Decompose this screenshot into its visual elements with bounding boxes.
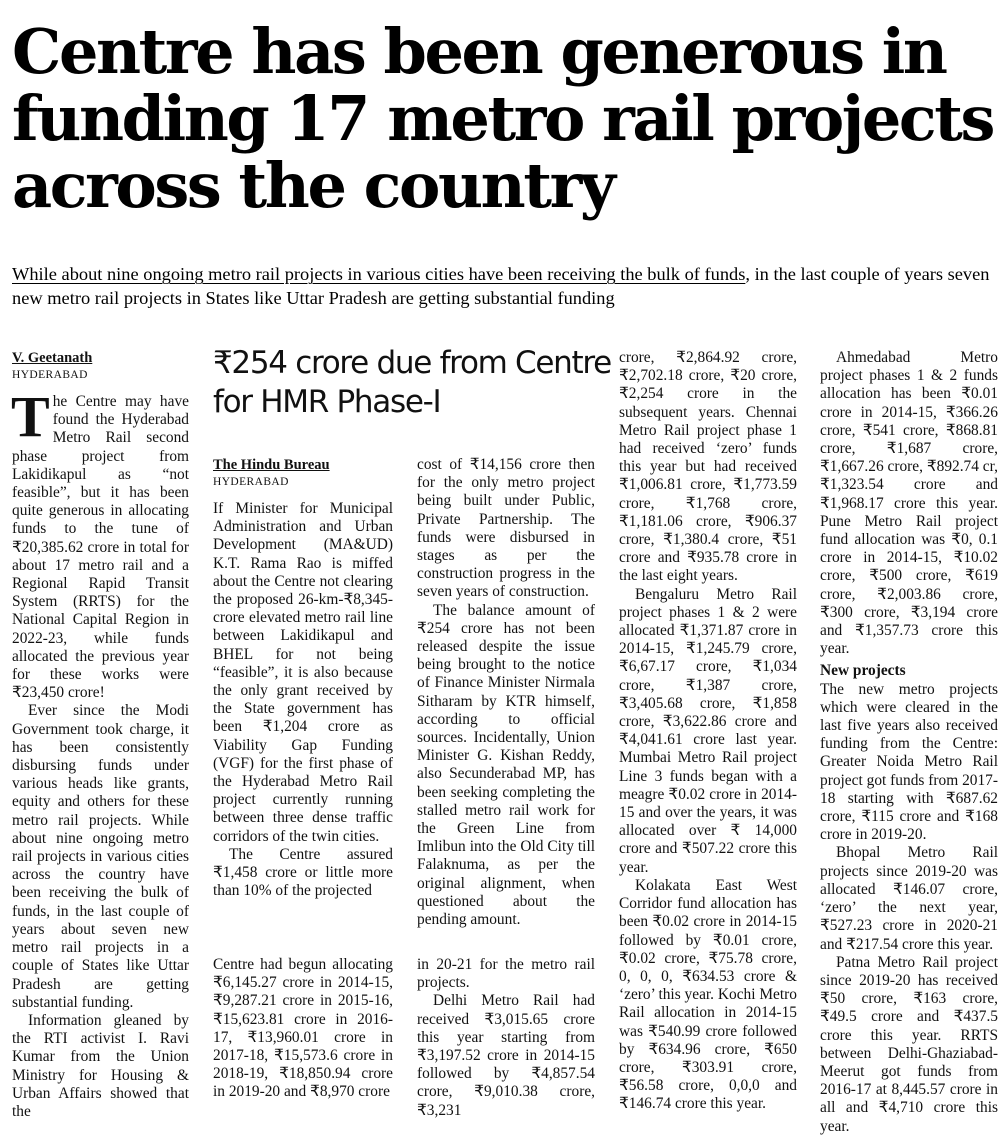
paragraph: in 20-21 for the metro rail projects. [417,956,595,992]
paragraph: If Minister for Municipal Administration and Urban Development (MA&UD) K.T. Rama Rao is miffed about the Centre not clearing the proposed 26-km-₹8,345-crore elevated metro rail line between Lakidikapul and BHEL for not being “feasible”, it is also because the only grant received by the State government has been ₹1,204 crore as Viability Gap Funding (VGF) for the first phase of the Hyderabad Metro Rail project currently running between three dense traffic corridors of the twin cities. [213,500,393,845]
paragraph: Bengaluru Metro Rail project phases 1 & 2 were allocated ₹1,371.87 crore in 2014-15, ₹1,245.79 crore, ₹6,67.17 crore, ₹1,034 crore, ₹1,387 crore, ₹3,405.68 crore, ₹1,858 crore, ₹3,622.86 crore and ₹4,041.61 crore last year. Mumbai Metro Rail project Line 3 funds began with a meagre ₹0.02 crore in 2014-15 and over the years, it was allocated over ₹ 14,000 crore and ₹507.22 crore this year. [619,585,797,876]
column-3-lower [417,956,595,1120]
column-5 [820,349,998,1136]
paragraph [11,384,189,702]
paragraph: The Centre assured ₹1,458 crore or little more than 10% of the projected [213,845,393,900]
deck [12,262,1002,310]
paragraph: Bhopal Metro Rail projects since 2019-20 was allocated ₹146.07 crore, ‘zero’ the next year, ₹527.23 crore in 2020-21 and ₹217.54 crore this year. [820,844,998,953]
deck-underlined: While about nine ongoing metro rail projects in various cities have been receiving the bulk of funds [12,264,746,284]
drop-cap: T [11,384,50,449]
deck-rest: , in the last couple of years seven new metro rail projects in States like Uttar Pradesh are getting substantial funding [12,264,990,308]
column-1 [12,349,189,1121]
paragraph: cost of ₹14,156 crore then for the only metro project being built under Public, Private Partnership. The funds were disbursed in stages as per the construction progress in the seven years of construction. [417,456,595,601]
paragraph: Kolakata East West Corridor fund allocation has been ₹0.02 crore in 2014-15 followed by ₹0.01 crore, ₹0.02 crore, ₹75.78 crore, 0, 0, 0, ₹634.53 crore & ‘zero’ this year. Kochi Metro Rail allocation in 2014-15 was ₹540.99 crore followed by ₹634.96 crore, ₹650 crore, ₹303.91 crore, ₹56.58 crore, 0,0,0 and ₹146.74 crore this year. [619,876,797,1113]
paragraph: Ever since the Modi Government took charge, it has been consistently disbursing funds under various heads like grants, equity and others for these metro rail projects. While about nine ongoing metro rail projects in various cities across the country have been receiving the bulk of funds, in the last couple of years about seven new metro rail projects in a couple of States like Uttar Pradesh are getting substantial funding. [12,702,189,1011]
dateline: HYDERABAD [12,369,88,381]
column-4 [619,349,797,1114]
paragraph: Information gleaned by the RTI activist I. Ravi Kumar from the Union Ministry for Housing & Urban Affairs showed that the [12,1011,189,1120]
story2-headline: ₹254 crore due from Centre for HMR Phase-I [213,345,611,420]
column-2 [213,456,393,900]
subheading: New projects [820,662,906,680]
headline: Centre has been generous in funding 17 metro rail projects across the country [12,15,993,222]
paragraph: Centre had begun allocating ₹6,145.27 crore in 2014-15, ₹9,287.21 crore in 2015-16, ₹15,623.81 crore in 2016-17, ₹13,960.01 crore in 2017-18, ₹15,573.6 crore in 2018-19, ₹18,850.94 crore in 2019-20 and ₹8,970 crore [213,956,393,1101]
paragraph: Ahmedabad Metro project phases 1 & 2 funds allocation has been ₹0.01 crore in 2014-15, ₹366.26 crore, ₹541 crore, ₹868.81 crore, ₹1,687 crore, ₹1,667.26 crore, ₹892.74 cr, ₹1,323.54 crore and ₹1,968.17 crore this year. Pune Metro Rail project fund allocation was ₹0, 0.1 crore in 2014-15, ₹10.02 crore, ₹500 crore, ₹619 crore, ₹2,003.86 crore, ₹300 crore, ₹3,194 crore and ₹1,357.73 crore this year. [820,349,998,658]
story2-byline: The Hindu Bureau [213,457,330,473]
paragraph: Patna Metro Rail project since 2019-20 has received ₹50 crore, ₹163 crore, ₹49.5 crore and ₹437.5 crore this year. RRTS between Delhi-Ghaziabad-Meerut got funds from 2016-17 at 8,445.57 crore in all and ₹4,710 crore this year. [820,953,998,1135]
paragraph: The balance amount of ₹254 crore has not been released despite the issue being brought to the notice of Finance Minister Nirmala Sitharam by KTR himself, according to official sources. Incidentally, Union Minister G. Kishan Reddy, also Secunderabad MP, has been seeking completing the stalled metro rail work for the Green Line from Imlibun into the Old City till Falaknuma, as per the original alignment, when questioned about the pending amount. [417,601,595,929]
column-2-lower [213,956,393,1102]
paragraph-text: he Centre may have found the Hyderabad Metro Rail second phase project from Lakidikapul as “not feasible”, but it has been quite generous in allocating funds to the tune of ₹20,385.62 crore in total for about 17 metro rail and a Regional Rapid Transit System (RRTS) for the National Capital Region in 2022-23, while funds allocated the previous year for these works were ₹23,450 crore! [12,393,189,702]
byline: V. Geetanath [12,350,93,366]
paragraph: The new metro projects which were cleared in the last five years also received funding from the Centre: Greater Noida Metro Rail project got funds from 2017-18 starting with ₹687.62 crore, ₹115 crore and ₹168 crore in 2019-20. [820,680,998,844]
paragraph: crore, ₹2,864.92 crore, ₹2,702.18 crore, ₹20 crore, ₹2,254 crore in the subsequent years. Chennai Metro Rail project phase 1 had received ‘zero’ funds this year but had received ₹1,006.81 crore, ₹1,773.59 crore, ₹1,768 crore, ₹1,181.06 crore, ₹906.37 crore, ₹1,380.4 crore, ₹51 crore and ₹935.78 crore in the last eight years. [619,349,797,585]
story2-dateline: HYDERABAD [213,476,289,488]
column-3 [417,456,595,929]
paragraph: Delhi Metro Rail had received ₹3,015.65 crore this year starting from ₹3,197.52 crore in 2014-15 followed by ₹4,857.54 crore, ₹9,010.38 crore, ₹3,231 [417,992,595,1119]
